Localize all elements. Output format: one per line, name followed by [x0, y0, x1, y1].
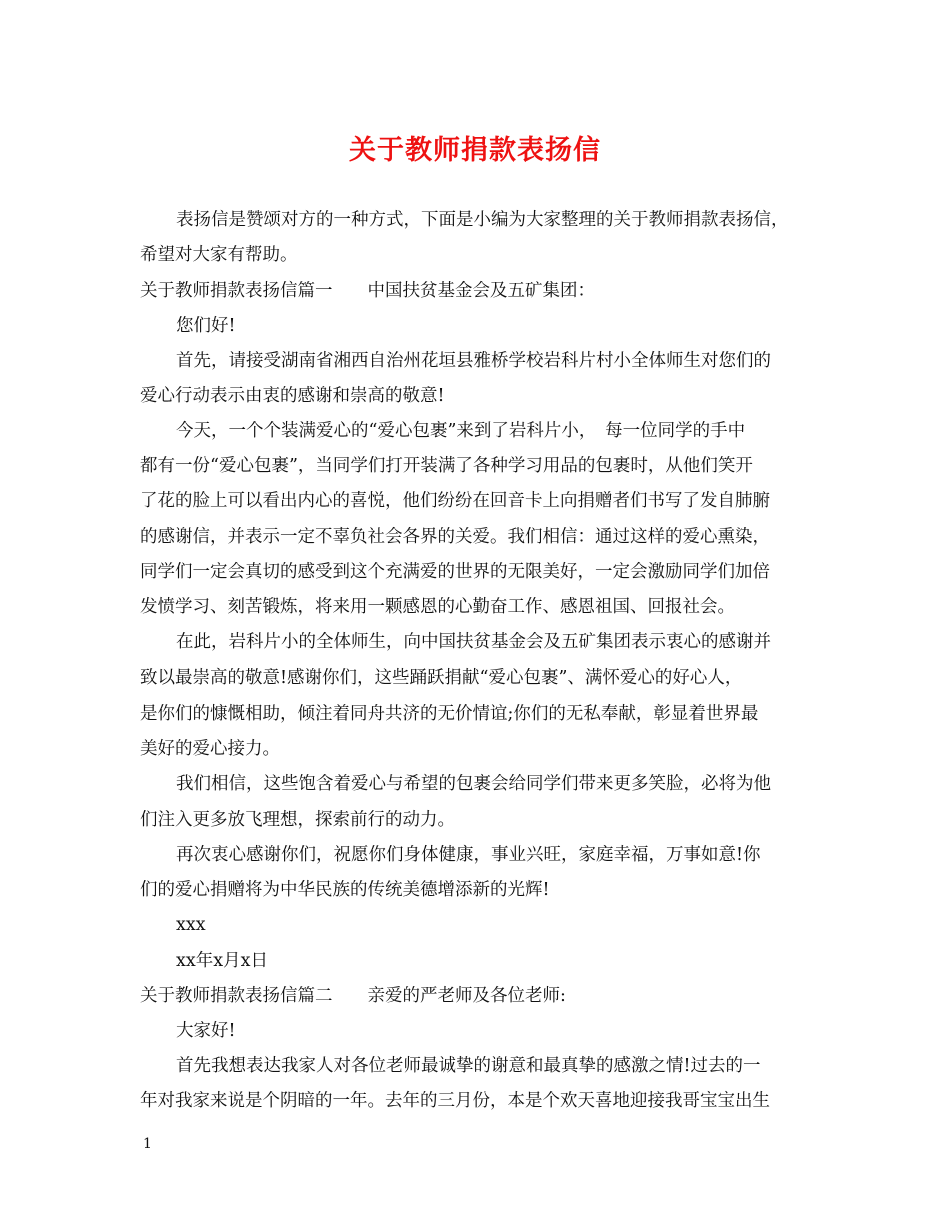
text-line: 是你们的慷慨相助，倾注着同舟共济的无价情谊;你们的无私奉献，彰显着世界最: [140, 704, 759, 724]
text-line: 再次衷心感谢你们，祝愿你们身体健康，事业兴旺，家庭幸福，万事如意!你: [176, 845, 761, 865]
text-line: 首先，请接受湖南省湘西自治州花垣县雅桥学校岩科片村小全体师生对您们的: [176, 351, 771, 371]
date-line: xx年x月x日: [176, 951, 268, 971]
text-line: 表扬信是赞颂对方的一种方式，下面是小编为大家整理的关于教师捐款表扬信，: [176, 210, 789, 230]
text-line: 我们相信，这些饱含着爱心与希望的包裹会给同学们带来更多笑脸，必将为他: [176, 774, 771, 794]
text-line: 了花的脸上可以看出内心的喜悦，他们纷纷在回音卡上向捐赠者们书写了发自肺腑: [140, 491, 770, 511]
section-heading-line: 关于教师捐款表扬信篇二 亲爱的严老师及各位老师:: [140, 986, 566, 1006]
text-line: 您们好!: [176, 316, 236, 336]
signature-line: xxx: [176, 915, 206, 935]
text-line: 致以最崇高的敬意!感谢你们，这些踊跃捐献“爱心包裹”、满怀爱心的好心人，: [140, 668, 743, 688]
section-heading-line: 关于教师捐款表扬信篇一 中国扶贫基金会及五矿集团：: [140, 281, 595, 301]
text-line: 美好的爱心接力。: [140, 739, 280, 759]
text-line: 今天，一个个装满爱心的“爱心包裹”来到了岩科片小， 每一位同学的手中: [176, 421, 746, 441]
text-line: 发愤学习、刻苦锻炼，将来用一颗感恩的心勤奋工作、感恩祖国、回报社会。: [140, 597, 735, 617]
text-line: 同学们一定会真切的感受到这个充满爱的世界的无限美好，一定会激励同学们加倍: [140, 562, 770, 582]
text-line: 在此，岩科片小的全体师生，向中国扶贫基金会及五矿集团表示衷心的感谢并: [176, 632, 771, 652]
text-line: 爱心行动表示由衷的感谢和崇高的敬意!: [140, 386, 445, 406]
text-line: 都有一份“爱心包裹”，当同学们打开装满了各种学习用品的包裹时，从他们笑开: [140, 456, 753, 476]
text-line: 年对我家来说是个阴暗的一年。去年的三月份，本是个欢天喜地迎接我哥宝宝出生: [140, 1091, 770, 1111]
document-title: 关于教师捐款表扬信: [349, 135, 601, 166]
text-line: 希望对大家有帮助。: [140, 245, 298, 265]
text-line: 的感谢信，并表示一定不辜负社会各界的关爱。我们相信：通过这样的爱心熏染，: [140, 527, 770, 547]
text-line: 们的爱心捐赠将为中华民族的传统美德增添新的光辉!: [140, 880, 550, 900]
text-line: 大家好!: [176, 1021, 236, 1041]
page-number: 1: [143, 1136, 152, 1152]
text-line: 们注入更多放飞理想，探索前行的动力。: [140, 810, 455, 830]
text-line: 首先我想表达我家人对各位老师最诚挚的谢意和最真挚的感激之情!过去的一: [176, 1056, 761, 1076]
